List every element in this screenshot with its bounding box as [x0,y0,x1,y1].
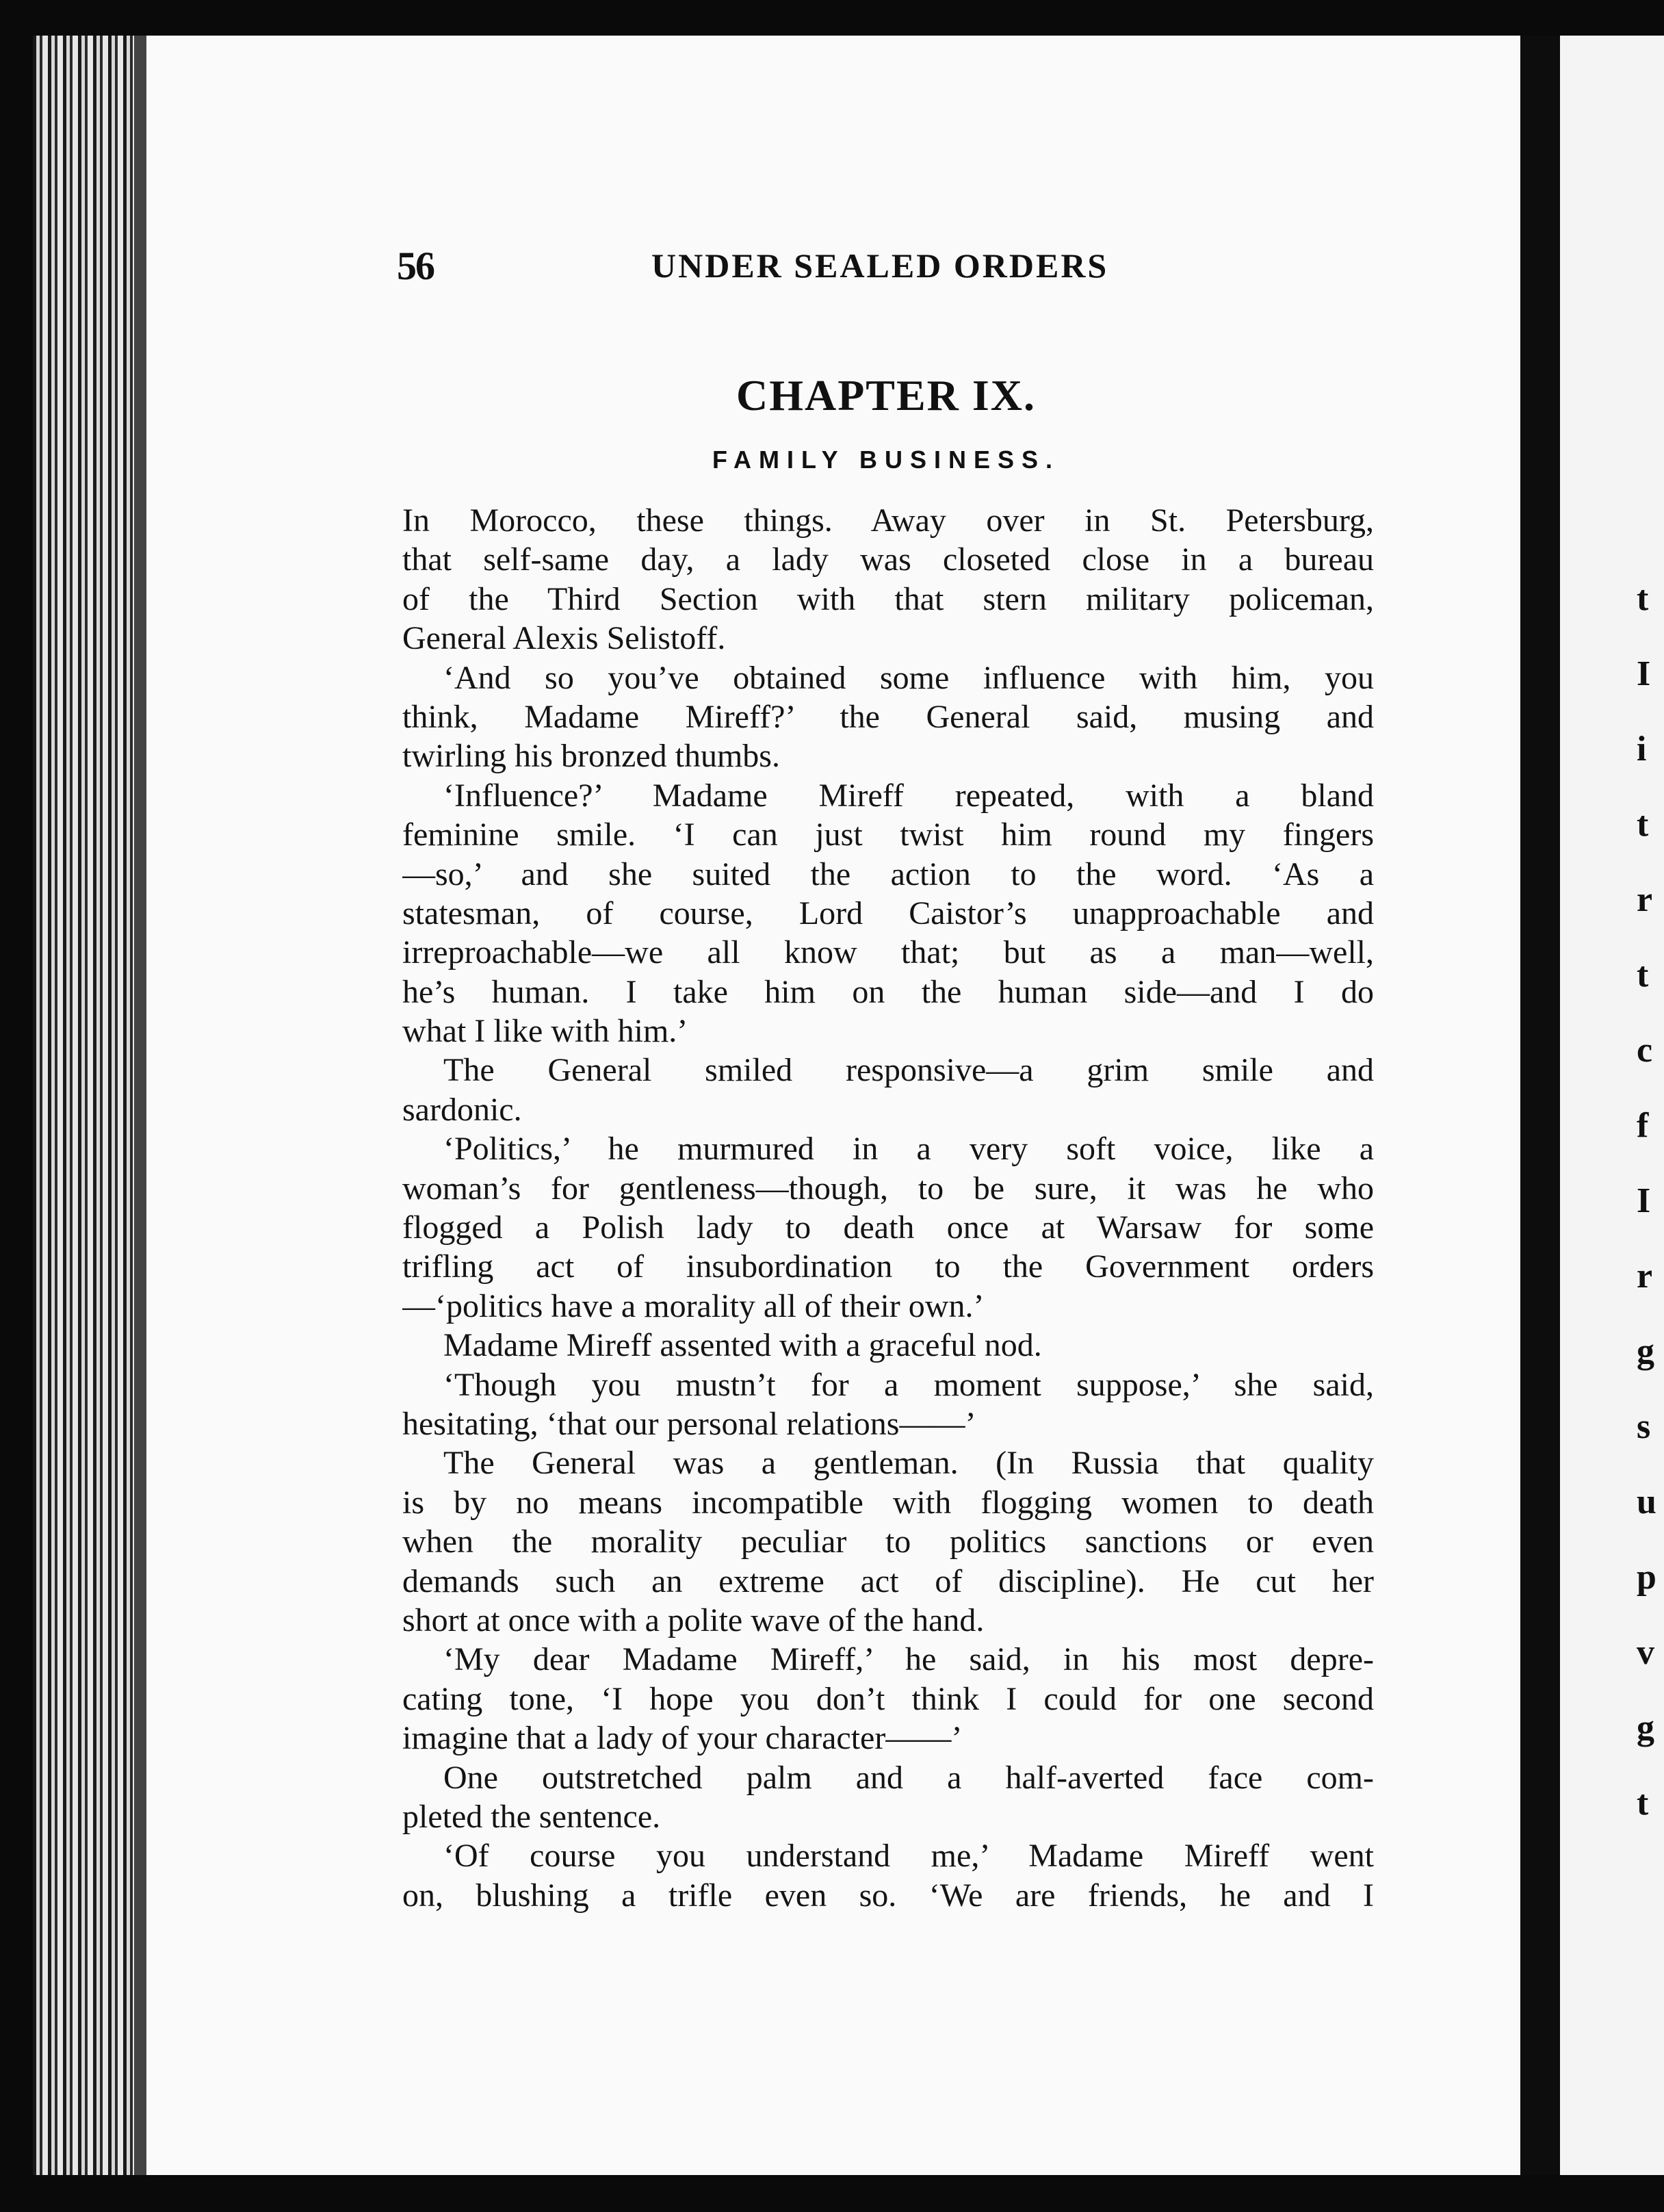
text-line: on, blushing a trifle even so. ‘We are friends, he and I [402,1877,1374,1914]
facing-page-glyph: t [1637,955,1649,994]
body-text [402,501,1374,1915]
text-line: is by no means incompatible with flogging women to death [402,1484,1374,1521]
facing-page-text-fragments [1637,561,1664,2101]
facing-page-glyph: i [1637,730,1647,769]
facing-page-glyph: g [1637,1708,1654,1747]
chapter-subtitle: FAMILY BUSINESS. [712,446,1061,474]
text-line: Madame Mireff assented with a graceful nod. [443,1327,1042,1364]
text-line: he’s human. I take him on the human side—and I do [402,973,1374,1010]
text-line: ‘Influence?’ Madame Mireff repeated, with a bland [443,777,1374,814]
text-line: ‘My dear Madame Mireff,’ he said, in his most depre- [443,1641,1374,1678]
facing-page-glyph: r [1637,880,1653,919]
text-line: flogged a Polish lady to death once at Warsaw for some [402,1209,1374,1246]
scan-top-border [0,0,1664,36]
text-line: sardonic. [402,1091,522,1128]
facing-page-glyph: c [1637,1031,1653,1070]
book-page-edges [33,36,142,2175]
chapter-title: CHAPTER IX. [736,371,1037,420]
text-line: The General was a gentleman. (In Russia that quality [443,1445,1374,1482]
text-line: imagine that a lady of your character——’ [402,1720,963,1757]
facing-page-glyph: p [1637,1558,1656,1597]
facing-page-glyph: t [1637,1784,1649,1823]
page-edge-shadow [134,36,146,2175]
text-line: ‘Though you mustn’t for a moment suppose,’ she said, [443,1366,1374,1403]
text-line: The General smiled responsive—a grim smile and [443,1052,1374,1089]
text-line: ‘Of course you understand me,’ Madame Mireff went [443,1838,1374,1875]
text-line: short at once with a polite wave of the hand. [402,1602,985,1638]
facing-page-glyph: r [1637,1257,1653,1296]
text-line: General Alexis Selistoff. [402,620,726,657]
facing-page-glyph: g [1637,1332,1654,1371]
text-line: One outstretched palm and a half-averted face com- [443,1759,1374,1796]
text-line: ‘Politics,’ he murmured in a very soft voice, like a [443,1131,1374,1168]
text-line: demands such an extreme act of discipline). He cut her [402,1562,1374,1599]
facing-page-glyph: u [1637,1482,1656,1521]
facing-page-glyph: t [1637,805,1649,844]
facing-page-glyph: t [1637,579,1649,618]
text-line: —‘politics have a morality all of their own.’ [402,1287,985,1324]
scan-bottom-border [0,2175,1664,2212]
text-line: irreproachable—we all know that; but as a man—well, [402,934,1374,971]
text-line: —so,’ and she suited the action to the word. ‘As a [402,856,1374,892]
text-line: statesman, of course, Lord Caistor’s unapproachable and [402,895,1374,931]
text-line: that self-same day, a lady was closeted close in a bureau [402,541,1374,578]
facing-page-glyph: f [1637,1106,1649,1145]
text-line: ‘And so you’ve obtained some influence with him, you [443,659,1374,696]
text-line: trifling act of insubordination to the Government orders [402,1248,1374,1285]
text-line: of the Third Section with that stern military policeman, [402,580,1374,617]
text-line: feminine smile. ‘I can just twist him round my fingers [402,816,1374,853]
running-head: UNDER SEALED ORDERS [651,246,1109,285]
facing-page-glyph: I [1637,1181,1651,1220]
text-line: think, Madame Mireff?’ the General said, musing and [402,698,1374,735]
facing-page-glyph: v [1637,1633,1654,1672]
text-line: what I like with him.’ [402,1013,688,1050]
text-line: woman’s for gentleness—though, to be sure, it was he who [402,1170,1374,1207]
book-gutter [1520,36,1560,2175]
text-line: cating tone, ‘I hope you don’t think I could for one second [402,1680,1374,1717]
facing-page-glyph: I [1637,654,1651,693]
text-line: In Morocco, these things. Away over in St. Petersburg, [402,502,1374,539]
scan-left-border [0,0,33,2212]
text-line: pleted the sentence. [402,1798,661,1835]
facing-page-glyph: s [1637,1407,1651,1446]
text-line: hesitating, ‘that our personal relations——’ [402,1405,976,1442]
page-number: 56 [397,244,434,288]
text-line: when the morality peculiar to politics sanctions or even [402,1523,1374,1560]
text-line: twirling his bronzed thumbs. [402,738,780,775]
